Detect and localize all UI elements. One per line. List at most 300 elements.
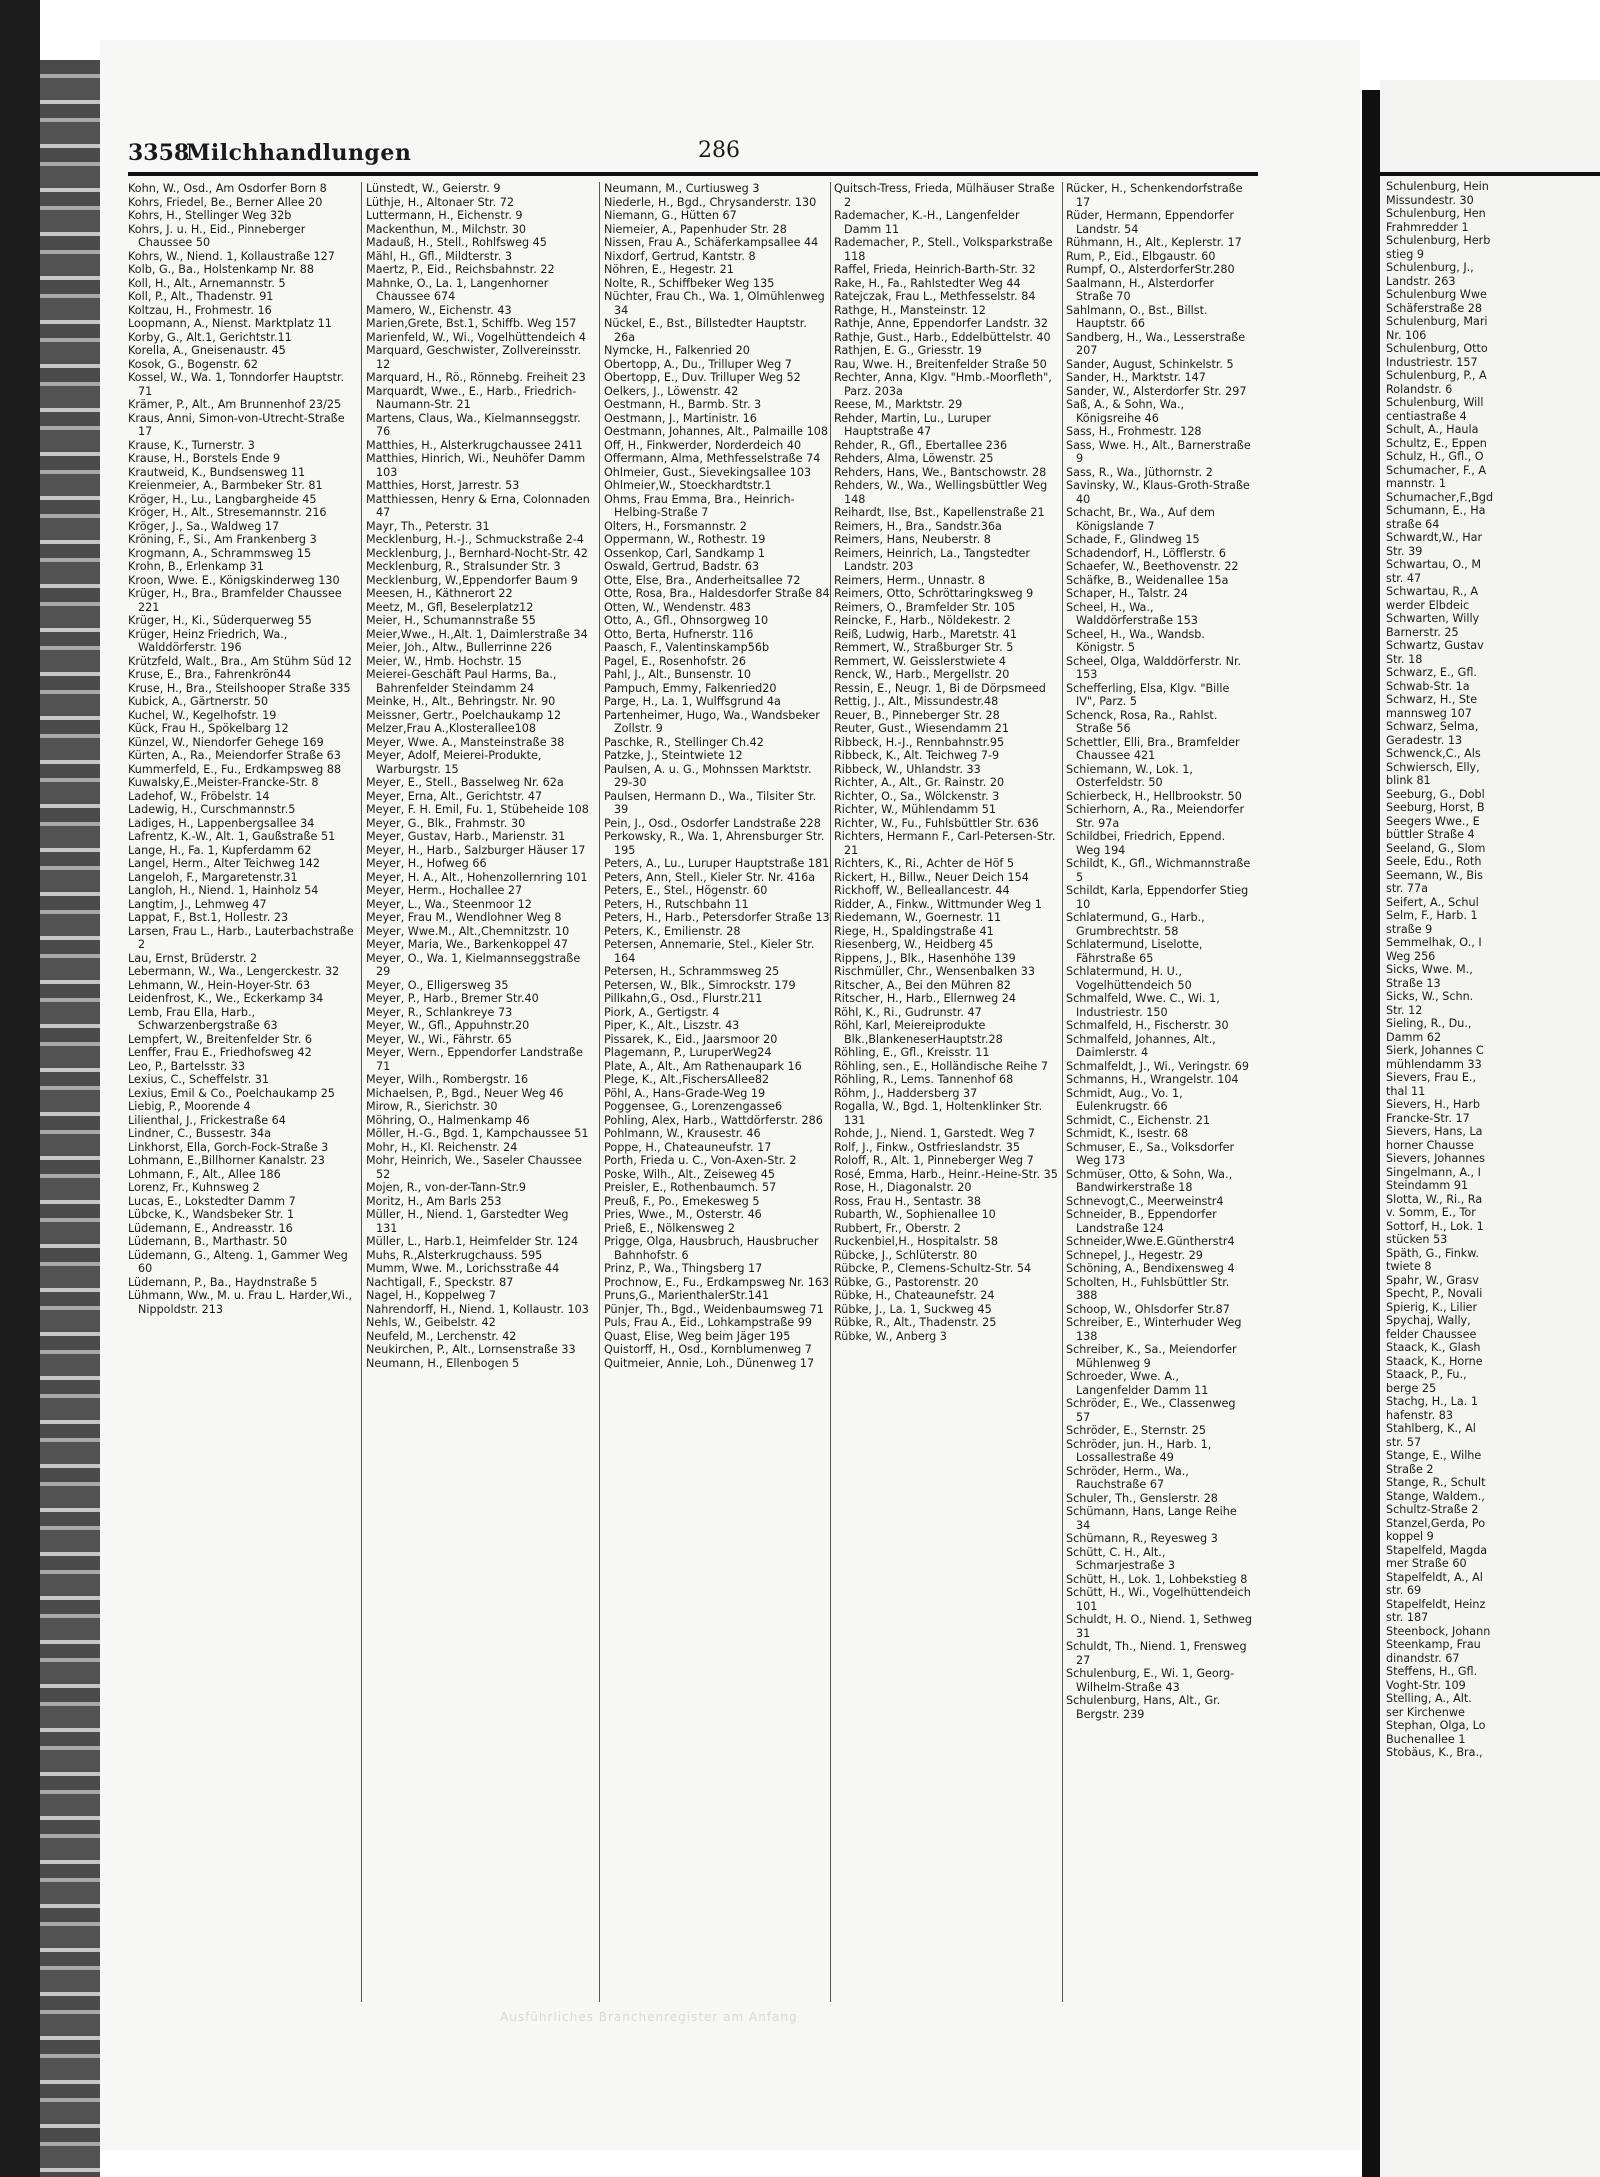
directory-entry: Lucas, E., Lokstedter Damm 7	[128, 1194, 296, 1208]
facing-page-entry: stieg 9	[1386, 247, 1424, 261]
directory-entry: Pöhl, A., Hans-Grade-Weg 19	[604, 1086, 766, 1100]
directory-entry: Ritscher, H., Harb., Ellernweg 24	[834, 992, 1017, 1005]
facing-page-entry: Stanzel,Gerda, Po	[1386, 1516, 1486, 1530]
directory-entry: Rolf, J., Finkw., Ostfrieslandstr. 35	[834, 1140, 1020, 1154]
facing-page-entry: twiete 8	[1386, 1260, 1432, 1273]
directory-entry: Mirow, R., Sierichstr. 30	[366, 1100, 498, 1113]
directory-entry: Kröger, H., Lu., Langbargheide 45	[128, 492, 317, 506]
directory-entry: Prochnow, E., Fu., Erdkampsweg Nr. 163	[604, 1275, 830, 1289]
directory-entry: Reuer, B., Pinneberger Str. 28	[834, 708, 1000, 722]
directory-entry: Rübke, R., Alt., Thadenstr. 25	[834, 1316, 997, 1329]
facing-page-entry: Schwiersch, Elly,	[1386, 760, 1480, 774]
facing-page-entry: Seeburg, Horst, B	[1386, 801, 1485, 814]
directory-entry: Offermann, Alma, Methfesselstraße 74	[604, 452, 821, 465]
directory-entry: Kohrs, W., Niend. 1, Kollaustraße 127	[128, 249, 335, 263]
directory-entry: Schildbei, Friedrich, Eppend. Weg 194	[1066, 830, 1226, 857]
facing-page-entry: hafenstr. 83	[1386, 1408, 1453, 1422]
directory-entry: Kohrs, H., Stellinger Weg 32b	[128, 209, 292, 222]
directory-entry: Ladewig, H., Curschmannstr.5	[128, 803, 296, 816]
directory-entry: Piork, A., Gertigstr. 4	[604, 1005, 720, 1019]
directory-entry: Röhl, K., Ri., Gudrunstr. 47	[834, 1005, 982, 1019]
directory-entry: Savinsky, W., Klaus-Groth-Straße 40	[1066, 479, 1250, 506]
directory-entry: Schmalfeldt, J., Wi., Veringstr. 69	[1066, 1059, 1249, 1073]
directory-entry: Krogmann, A., Schrammsweg 15	[128, 546, 312, 560]
directory-entry: Krüger, H., Bra., Bramfelder Chaussee 221	[128, 587, 342, 614]
directory-entry: Piper, K., Alt., Liszstr. 43	[604, 1019, 740, 1032]
facing-page-entry: Schumacher, F., A	[1386, 463, 1486, 477]
directory-entry: Lüthje, H., Altonaer Str. 72	[366, 195, 514, 209]
directory-entry: Peters, H., Harb., Petersdorfer Straße 13	[604, 911, 830, 924]
directory-entry: Michaelsen, P., Bgd., Neuer Weg 46	[366, 1086, 564, 1100]
directory-entry: Perkowsky, R., Wa. 1, Ahrensburger Str. 195	[604, 830, 825, 857]
directory-entry: Lexius, Emil & Co., Poelchaukamp 25	[128, 1086, 335, 1100]
directory-entry: Schmidt, K., Isestr. 68	[1066, 1127, 1189, 1140]
facing-page-entry: Straße 2	[1386, 1462, 1434, 1476]
directory-entry: Kohrs, J. u. H., Eid., Pinneberger Chaussee 50	[128, 222, 306, 249]
directory-entry: Schmuser, E., Sa., Volksdorfer Weg 173	[1066, 1140, 1235, 1167]
directory-entry: Kröning, F., Si., Am Frankenberg 3	[128, 533, 317, 546]
folio-number: 286	[698, 138, 740, 163]
facing-page-entry: Schulenburg Wwe	[1386, 288, 1487, 301]
directory-entry: Preisler, E., Rothenbaumch. 57	[604, 1181, 777, 1194]
directory-entry: Nüchter, Frau Ch., Wa. 1, Olmühlenweg 34	[604, 290, 825, 317]
directory-entry: Rübke, W., Anberg 3	[834, 1329, 947, 1343]
directory-entry: Meyer, L., Wa., Steenmoor 12	[366, 897, 532, 911]
directory-entry: Otte, Else, Bra., Anderheitsallee 72	[604, 573, 801, 587]
directory-entry: Rehders, W., Wa., Wellingsbüttler Weg 148	[834, 479, 1048, 506]
directory-entry: Rathje, Anne, Eppendorfer Landstr. 32	[834, 317, 1048, 330]
directory-entry: Mumm, Wwe. M., Lorichsstraße 44	[366, 1262, 560, 1275]
directory-entry: Reuter, Gust., Wiesendamm 21	[834, 722, 1010, 735]
directory-entry: Krautweid, K., Bundsensweg 11	[128, 465, 306, 479]
directory-entry: Paasch, F., Valentinskamp56b	[604, 641, 770, 654]
directory-entry: Kossel, W., Wa. 1, Tonndorfer Hauptstr. 71	[128, 371, 345, 398]
directory-entry: Kosok, G., Bogenstr. 62	[128, 357, 258, 371]
directory-entry: Ribbeck, W., Uhlandstr. 33	[834, 762, 981, 776]
directory-entry: Nachtigall, F., Speckstr. 87	[366, 1275, 514, 1289]
facing-page-entry: Damm 62	[1386, 1030, 1442, 1044]
directory-entry: Meier, W., Hmb. Hochstr. 15	[366, 654, 522, 668]
directory-entry: Schuldt, Th., Niend. 1, Frensweg 27	[1066, 1640, 1247, 1667]
directory-entry: Mecklenburg, J., Bernhard-Nocht-Str. 42	[366, 546, 588, 560]
facing-page-entry: centiastraße 4	[1386, 409, 1467, 423]
directory-entry: Lorenz, Fr., Kuhnsweg 2	[128, 1181, 260, 1194]
directory-entry: Oppermann, W., Rothestr. 19	[604, 533, 766, 546]
directory-entry: Rau, Wwe. H., Breitenfelder Straße 50	[834, 357, 1047, 371]
directory-entry: Schneider,Wwe.E.Güntherstr4	[1066, 1235, 1235, 1248]
facing-page-entry: Stobäus, K., Bra.,	[1386, 1746, 1483, 1759]
directory-entry: Obertopp, A., Du., Trilluper Weg 7	[604, 357, 792, 371]
directory-entry: Kraus, Anni, Simon-von-Utrecht-Straße 17	[128, 411, 345, 438]
facing-page-entry: Stange, E., Wilhe	[1386, 1449, 1482, 1462]
directory-entry: Rademacher, P., Stell., Volksparkstraße 118	[834, 236, 1053, 263]
directory-entry: Korby, G., Alt.1, Gerichtstr.11	[128, 330, 292, 344]
directory-entry: Langel, Herm., Alter Teichweg 142	[128, 857, 321, 870]
column-divider	[361, 182, 362, 2002]
directory-entry: Lübcke, K., Wandsbeker Str. 1	[128, 1208, 295, 1221]
directory-entry: Neumann, M., Curtiusweg 3	[604, 182, 760, 195]
page-header	[128, 140, 1253, 170]
directory-entry: Lau, Ernst, Brüderstr. 2	[128, 951, 258, 965]
directory-entry: Sander, August, Schinkelstr. 5	[1066, 357, 1234, 371]
directory-entry: Matthies, Horst, Jarrestr. 53	[366, 479, 520, 492]
facing-page-entry: Schwartau, R., A	[1386, 585, 1479, 598]
directory-entry: Paulsen, Hermann D., Wa., Tilsiter Str. 39	[604, 789, 817, 816]
directory-entry: Kück, Frau H., Spökelbarg 12	[128, 722, 289, 735]
directory-entry: Röhling, R., Lems. Tannenhof 68	[834, 1073, 1014, 1086]
directory-entry: Meyer, H., Hofweg 66	[366, 857, 487, 870]
facing-page-entry: Str. 12	[1386, 1003, 1423, 1017]
directory-entry: Pruns,G., MarienthalerStr.141	[604, 1289, 770, 1302]
directory-entry: Langloh, H., Niend. 1, Hainholz 54	[128, 884, 319, 897]
directory-entry: Schöning, A., Bendixensweg 4	[1066, 1262, 1235, 1275]
directory-entry: Schnepel, J., Hegestr. 29	[1066, 1248, 1203, 1262]
facing-page-entry: Schwardt,W., Har	[1386, 531, 1483, 544]
directory-entry: Meier,Wwe., H.,Alt. 1, Daimlerstraße 34	[366, 627, 588, 641]
facing-page-entry: Schult, A., Haula	[1386, 423, 1479, 436]
directory-entry: Kröger, J., Sa., Waldweg 17	[128, 519, 280, 533]
directory-entry: Schmanns, H., Wrangelstr. 104	[1066, 1073, 1239, 1086]
section-title: Milchhandlungen	[186, 140, 412, 166]
directory-entry: Langtim, J., Lehmweg 47	[128, 897, 267, 911]
directory-entry: Poske, Wilh., Alt., Zeiseweg 45	[604, 1167, 775, 1181]
directory-entry: Schlatermund, Liselotte, Fährstraße 65	[1066, 938, 1203, 965]
directory-entry: Schmüser, Otto, & Sohn, Wa., Bandwirkerstraße 18	[1066, 1167, 1233, 1194]
directory-entry: Niederle, H., Bgd., Chrysanderstr. 130	[604, 195, 817, 209]
directory-entry: Kohn, W., Osd., Am Osdorfer Born 8	[128, 182, 327, 195]
directory-entry: Meyer, Frau M., Wendlohner Weg 8	[366, 911, 562, 924]
directory-entry: Petersen, Annemarie, Stel., Kieler Str. 164	[604, 938, 815, 965]
directory-entry: Schoop, W., Ohlsdorfer Str.87	[1066, 1302, 1230, 1316]
directory-entry: Lüdemann, P., Ba., Haydnstraße 5	[128, 1275, 318, 1289]
facing-page-entry: ser Kirchenwe	[1386, 1705, 1465, 1719]
directory-entry: Schierhorn, A., Ra., Meiendorfer Str. 97a	[1066, 803, 1245, 830]
facing-page-entry: straße 64	[1386, 517, 1440, 531]
facing-page-entry: Seele, Edu., Roth	[1386, 855, 1482, 868]
directory-entry: Reimers, O., Bramfelder Str. 105	[834, 600, 1016, 614]
facing-page-entry: Semmelhak, O., I	[1386, 936, 1482, 949]
directory-entry: Rechter, Anna, Klgv. "Hmb.-Moorfleth", Parz. 203a	[834, 371, 1052, 398]
directory-entry: Reincke, F., Harb., Nöldekestr. 2	[834, 614, 1011, 627]
directory-entry: Richter, A., Alt., Gr. Rainstr. 20	[834, 776, 1005, 789]
directory-entry: Prigge, Olga, Hausbruch, Hausbrucher Bahnhofstr. 6	[604, 1235, 819, 1262]
facing-page-entry: Steindamm 91	[1386, 1179, 1469, 1192]
facing-page-entry: blink 81	[1386, 774, 1431, 787]
directory-entry: Möhring, O., Halmenkamp 46	[366, 1113, 530, 1127]
facing-page-entry: Barnerstr. 25	[1386, 625, 1459, 639]
directory-entry: Schmidt, Aug., Vo. 1, Eulenkrugstr. 66	[1066, 1086, 1183, 1113]
directory-entry: Korella, A., Gneisenaustr. 45	[128, 344, 286, 357]
facing-page-entry: Nr. 106	[1386, 328, 1427, 342]
directory-entry: Pahl, J., Alt., Bunsenstr. 10	[604, 668, 751, 681]
directory-entry: Meyer, Wilh., Rombergstr. 16	[366, 1073, 529, 1086]
facing-page-entry: werder Elbdeic	[1386, 598, 1470, 612]
directory-entry: Kuwalsky,E.,Meister-Francke-Str. 8	[128, 776, 319, 789]
facing-page-entry: Rolandstr. 6	[1386, 382, 1453, 396]
facing-page-entry: mannstr. 1	[1386, 477, 1446, 490]
directory-entry: Paschke, R., Stellinger Ch.42	[604, 735, 764, 749]
directory-column-2	[366, 182, 592, 2002]
directory-entry: Scheel, Olga, Walddörferstr. Nr. 153	[1066, 654, 1242, 681]
directory-column-5	[1066, 182, 1252, 2002]
directory-entry: Nöhren, E., Hegestr. 21	[604, 263, 734, 276]
facing-page-entry: stücken 53	[1386, 1233, 1448, 1246]
directory-entry: Oestmann, H., Barmb. Str. 3	[604, 398, 762, 411]
page-stack-edge	[40, 60, 100, 2177]
directory-entry: Müller, L., Harb.1, Heimfelder Str. 124	[366, 1235, 579, 1248]
directory-entry: Plege, K., Alt.,FischersAllee82	[604, 1073, 770, 1086]
directory-entry: Rosé, Emma, Harb., Heinr.-Heine-Str. 35	[834, 1167, 1058, 1181]
directory-entry: Schiemann, W., Lok. 1, Osterfeldstr. 50	[1066, 762, 1193, 789]
directory-entry: Schenck, Rosa, Ra., Rahlst. Straße 56	[1066, 708, 1218, 735]
directory-entry: Otto, A., Gfl., Ohnsorgweg 10	[604, 614, 769, 627]
directory-entry: Loopmann, A., Nienst. Marktplatz 11	[128, 317, 332, 330]
facing-page-entry: Stange, R., Schult	[1386, 1476, 1486, 1489]
directory-entry: Koll, H., Alt., Arnemannstr. 5	[128, 276, 286, 290]
directory-entry: Lange, H., Fa. 1, Kupferdamm 62	[128, 843, 312, 857]
directory-entry: Schröder, E., Sternstr. 25	[1066, 1424, 1206, 1437]
directory-entry: Kruse, E., Bra., Fahrenkrön44	[128, 668, 292, 681]
facing-page-entry: büttler Straße 4	[1386, 828, 1475, 841]
directory-entry: Schröder, Herm., Wa., Rauchstraße 67	[1066, 1464, 1189, 1491]
facing-page-entry: Schulenburg, Herb	[1386, 234, 1491, 247]
directory-entry: Schneider, B., Eppendorfer Landstraße 124	[1066, 1208, 1217, 1235]
directory-entry: Meyer, Wern., Eppendorfer Landstraße 71	[366, 1046, 583, 1073]
directory-entry: Remmert, W., Straßburger Str. 5	[834, 641, 1014, 654]
directory-entry: Pampuch, Emmy, Falkenried20	[604, 681, 777, 695]
directory-entry: Schacht, Br., Wa., Auf dem Königslande 7	[1066, 506, 1215, 533]
directory-entry: Meetz, M., Gfl, Beselerplatz12	[366, 600, 534, 614]
directory-entry: Meyer, W., Wi., Fährstr. 65	[366, 1032, 512, 1046]
directory-entry: Krüger, Heinz Friedrich, Wa., Walddörferstr. 196	[128, 627, 288, 654]
directory-entry: Sass, Wwe. H., Alt., Barnerstraße 9	[1066, 438, 1251, 465]
page-number: 3358	[128, 140, 190, 166]
directory-entry: Meyer, Wwe.M., Alt.,Chemnitzstr. 10	[366, 924, 570, 938]
directory-entry: Richters, Hermann F., Carl-Petersen-Str. 21	[834, 830, 1056, 857]
directory-entry: Rademacher, K.-H., Langenfelder Damm 11	[834, 209, 1020, 236]
directory-entry: Paulsen, A. u. G., Mohnssen Marktstr. 29-30	[604, 762, 812, 789]
directory-entry: Moritz, H., Am Barls 253	[366, 1194, 502, 1208]
directory-entry: Petersen, H., Schrammsweg 25	[604, 965, 780, 978]
directory-entry: Pissarek, K., Eid., Jaarsmoor 20	[604, 1032, 778, 1046]
facing-page-entry: str. 57	[1386, 1435, 1422, 1449]
directory-entry: Roloff, R., Alt. 1, Pinneberger Weg 7	[834, 1154, 1034, 1167]
directory-entry: Meyer, G., Blk., Frahmstr. 30	[366, 816, 526, 830]
directory-entry: Kreienmeier, A., Barmbeker Str. 81	[128, 479, 323, 492]
directory-entry: Lappat, F., Bst.1, Hollestr. 23	[128, 911, 289, 924]
directory-entry: Petersen, W., Blk., Simrockstr. 179	[604, 978, 796, 992]
directory-entry: Reimers, Hans, Neuberstr. 8	[834, 533, 991, 546]
directory-entry: Meyer, Gustav, Harb., Marienstr. 31	[366, 830, 566, 843]
directory-entry: Otten, W., Wendenstr. 483	[604, 600, 751, 614]
facing-page-entry: felder Chaussee	[1386, 1327, 1477, 1341]
directory-entry: Schreiber, K., Sa., Meiendorfer Mühlenweg 9	[1066, 1343, 1237, 1370]
directory-entry: Krüger, H., Ki., Süderquerweg 55	[128, 614, 312, 627]
facing-page-entry: Buchenallee 1	[1386, 1732, 1466, 1746]
directory-entry: Schnevogt,C., Meerweinstr4	[1066, 1194, 1224, 1208]
directory-entry: Schütt, C. H., Alt., Schmarjestraße 3	[1066, 1545, 1175, 1572]
directory-entry: Niemann, G., Hütten 67	[604, 209, 737, 222]
directory-entry: Ritscher, A., Bei den Mühren 82	[834, 978, 1011, 992]
facing-page-entry: Sievers, Hans, La	[1386, 1125, 1483, 1138]
facing-page-entry: str. 77a	[1386, 882, 1428, 895]
facing-page-entry: berge 25	[1386, 1381, 1437, 1395]
directory-entry: Kruse, H., Bra., Steilshooper Straße 335	[128, 681, 351, 695]
directory-entry: Lünstedt, W., Geierstr. 9	[366, 182, 501, 195]
directory-entry: Meyer, O., Wa. 1, Kielmannseggstraße 29	[366, 951, 581, 978]
facing-page-entry: Voght-Str. 109	[1386, 1678, 1466, 1692]
facing-page-entry: Schulenburg, Mari	[1386, 315, 1488, 328]
directory-entry: Scheel, H., Wa., Walddörferstraße 153	[1066, 600, 1198, 627]
book-binding	[1362, 90, 1380, 2177]
directory-entry: Rubbert, Fr., Oberstr. 2	[834, 1221, 961, 1235]
directory-entry: Rathjen, E. G., Griesstr. 19	[834, 344, 982, 357]
directory-entry: Rathje, Gust., Harb., Eddelbüttelstr. 40	[834, 330, 1051, 344]
facing-page-entry: Sicks, W., Schn.	[1386, 990, 1474, 1003]
directory-entry: Rübke, H., Chateaunefstr. 24	[834, 1289, 995, 1302]
directory-entry: Krause, H., Borstels Ende 9	[128, 452, 281, 465]
directory-entry: Schmalfeld, Wwe. C., Wi. 1, Industriestr. 150	[1066, 992, 1220, 1019]
facing-page-entry: Seeburg, G., Dobl	[1386, 787, 1485, 801]
directory-entry: Meyer, H. A., Alt., Hohenzollernring 101	[366, 870, 588, 884]
directory-entry: Schreiber, E., Winterhuder Weg 138	[1066, 1316, 1242, 1343]
directory-entry: Meyer, O., Elligersweg 35	[366, 978, 509, 992]
directory-entry: Schulenburg, Hans, Alt., Gr. Bergstr. 239	[1066, 1694, 1221, 1721]
directory-entry: Lohmann, F., Alt., Allee 186	[128, 1167, 281, 1181]
facing-page-entry: Selm, F., Harb. 1	[1386, 909, 1478, 922]
directory-entry: Obertopp, E., Duv. Trilluper Weg 52	[604, 371, 801, 384]
directory-entry: Ross, Frau H., Sentastr. 38	[834, 1194, 981, 1208]
header-rule	[128, 172, 1258, 176]
directory-entry: Porth, Frieda u. C., Von-Axen-Str. 2	[604, 1154, 797, 1167]
directory-entry: Marien,Grete, Bst.1, Schiffb. Weg 157	[366, 317, 577, 330]
directory-entry: Nixdorf, Gertrud, Kantstr. 8	[604, 249, 756, 263]
directory-entry: Nymcke, H., Falkenried 20	[604, 344, 750, 357]
directory-entry: Rickert, H., Billw., Neuer Deich 154	[834, 870, 1029, 884]
directory-entry: Kolb, G., Ba., Holstenkamp Nr. 88	[128, 263, 315, 276]
facing-page-entry: Schulenburg, Otto	[1386, 342, 1488, 355]
directory-entry: Pohlmann, W., Krausestr. 46	[604, 1127, 761, 1140]
directory-entry: Lebermann, W., Wa., Lengerckestr. 32	[128, 965, 340, 978]
directory-entry: Prieß, E., Nölkensweg 2	[604, 1221, 736, 1235]
directory-entry: Rogalla, W., Bgd. 1, Holtenklinker Str. 131	[834, 1100, 1043, 1127]
directory-entry: Peters, E., Stel., Högenstr. 60	[604, 884, 768, 897]
directory-entry: Rumpf, O., AlsterdorferStr.280	[1066, 263, 1235, 276]
directory-entry: Rübke, J., La. 1, Suckweg 45	[834, 1302, 992, 1316]
column-divider	[599, 182, 600, 2002]
directory-entry: Rehder, R., Gfl., Ebertallee 236	[834, 438, 1008, 452]
facing-page-entry: Sieling, R., Du.,	[1386, 1017, 1472, 1030]
directory-entry: Schröder, jun. H., Harb. 1, Lossallestraße 49	[1066, 1437, 1212, 1464]
facing-page-entry: Schulenburg, Hein	[1386, 180, 1489, 193]
directory-entry: Olters, H., Forsmannstr. 2	[604, 519, 747, 533]
facing-page-entry: Industriestr. 157	[1386, 355, 1478, 369]
facing-page-entry: Schwarz, H., Ste	[1386, 693, 1478, 706]
facing-page-entry: Schäferstraße 28	[1386, 301, 1483, 315]
directory-entry: Madauß, H., Stell., Rohlfsweg 45	[366, 236, 547, 249]
facing-page-column	[1386, 180, 1600, 1760]
directory-entry: Schütt, H., Wi., Vogelhüttendeich 101	[1066, 1586, 1251, 1613]
directory-entry: Meier, Joh., Altw., Bullerrinne 226	[366, 641, 553, 654]
directory-entry: Rübcke, J., Schlüterstr. 80	[834, 1248, 978, 1262]
directory-entry: Meyer, Herm., Hochallee 27	[366, 884, 523, 897]
directory-entry: Riesenberg, W., Heidberg 45	[834, 938, 994, 951]
directory-entry: Kroon, Wwe. E., Königskinderweg 130	[128, 573, 340, 587]
directory-entry: Lüdemann, G., Alteng. 1, Gammer Weg 60	[128, 1248, 348, 1275]
directory-entry: Schlatermund, G., Harb., Grumbrechtstr. 58	[1066, 911, 1205, 938]
facing-page-entry: Francke-Str. 17	[1386, 1111, 1470, 1125]
directory-entry: Krämer, P., Alt., Am Brunnenhof 23/25	[128, 398, 342, 411]
directory-entry: Reimers, Herm., Unnastr. 8	[834, 573, 986, 587]
facing-page-entry: str. 69	[1386, 1584, 1422, 1597]
directory-entry: Richters, K., Ri., Achter de Höf 5	[834, 857, 1015, 870]
directory-entry: Rickhoff, W., Belleallancestr. 44	[834, 884, 1010, 897]
directory-entry: Ohlmeier,W., Stoeckhardtstr.1	[604, 479, 772, 492]
directory-entry: Meissner, Gertr., Poelchaukamp 12	[366, 708, 562, 722]
directory-entry: Nehls, W., Geibelstr. 42	[366, 1316, 496, 1329]
directory-entry: Lenffer, Frau E., Friedhofsweg 42	[128, 1046, 312, 1059]
directory-entry: Kohrs, Friedel, Be., Berner Allee 20	[128, 195, 323, 209]
directory-entry: Schmidt, C., Eichenstr. 21	[1066, 1113, 1210, 1127]
facing-page-entry: Steffens, H., Gfl.	[1386, 1665, 1478, 1678]
directory-entry: Kubick, A., Gärtnerstr. 50	[128, 695, 269, 708]
directory-entry: Schuldt, H. O., Niend. 1, Sethweg 31	[1066, 1613, 1252, 1640]
directory-entry: Schmalfeld, Johannes, Alt., Daimlerstr. 4	[1066, 1032, 1216, 1059]
directory-entry: Lafrentz, K.-W., Alt. 1, Gaußstraße 51	[128, 830, 336, 843]
directory-entry: Rüder, Hermann, Eppendorfer Landstr. 54	[1066, 209, 1235, 236]
directory-entry: Meyer, H., Harb., Salzburger Häuser 17	[366, 843, 586, 857]
directory-entry: Saalmann, H., Alsterdorfer Straße 70	[1066, 276, 1215, 303]
directory-entry: Off, H., Finkwerder, Norderdeich 40	[604, 438, 802, 452]
directory-entry: Schümann, R., Reyesweg 3	[1066, 1532, 1218, 1545]
directory-entry: Matthiessen, Henry & Erna, Colonnaden 47	[366, 492, 590, 519]
directory-entry: Pohling, Alex, Harb., Wattdörferstr. 286	[604, 1113, 823, 1127]
directory-entry: Lehmann, W., Hein-Hoyer-Str. 63	[128, 978, 311, 992]
directory-entry: Ohlmeier, Gust., Sievekingsallee 103	[604, 465, 812, 479]
directory-entry: Quitmeier, Annie, Loh., Dünenweg 17	[604, 1356, 815, 1370]
directory-entry: Lühmann, Ww., M. u. Frau L. Harder,Wi., Nippoldstr. 213	[128, 1289, 352, 1316]
directory-entry: Koltzau, H., Frohmestr. 16	[128, 303, 272, 317]
facing-page-entry: v. Somm, E., Tor	[1386, 1206, 1476, 1219]
directory-entry: Meyer, E., Stell., Basselweg Nr. 62a	[366, 776, 564, 789]
directory-entry: Rehder, Martin, Lu., Luruper Hauptstraße 47	[834, 411, 991, 438]
directory-entry: Lemb, Frau Ella, Harb., Schwarzenbergstraße 63	[128, 1005, 278, 1032]
directory-entry: Luttermann, H., Eichenstr. 9	[366, 209, 523, 222]
directory-entry: Meesen, H., Käthnerort 22	[366, 587, 513, 600]
directory-entry: Sass, R., Wa., Jüthornstr. 2	[1066, 465, 1213, 479]
directory-entry: Schümann, Hans, Lange Reihe 34	[1066, 1505, 1237, 1532]
directory-entry: Nissen, Frau A., Schäferkampsallee 44	[604, 236, 819, 249]
directory-entry: Rohde, J., Niend. 1, Garstedt. Weg 7	[834, 1127, 1036, 1140]
facing-page-entry: Staack, K., Horne	[1386, 1354, 1483, 1368]
facing-page-entry: Stahlberg, K., Al	[1386, 1422, 1476, 1435]
directory-entry: Sahlmann, O., Bst., Billst. Hauptstr. 66	[1066, 303, 1208, 330]
directory-entry: Langeloh, F., Margaretenstr.31	[128, 870, 298, 884]
directory-entry: Mojen, R., von-der-Tann-Str.9	[366, 1181, 526, 1194]
directory-entry: Schmalfeld, H., Fischerstr. 30	[1066, 1019, 1229, 1032]
directory-entry: Schaper, H., Talstr. 24	[1066, 587, 1188, 600]
facing-page-entry: Seeland, G., Slom	[1386, 841, 1486, 855]
directory-entry: Reihardt, Ilse, Bst., Kapellenstraße 21	[834, 506, 1045, 519]
directory-entry: Patzke, J., Steintwiete 12	[604, 749, 743, 762]
directory-entry: Prinz, P., Wa., Thingsberg 17	[604, 1262, 763, 1275]
directory-entry: Meyer, P., Harb., Bremer Str.40	[366, 992, 539, 1005]
directory-entry: Röhl, Karl, Meiereiprodukte Blk.,BlankeneserHauptstr.28	[834, 1019, 1003, 1046]
facing-page-entry: Schwartau, O., M	[1386, 558, 1482, 571]
directory-entry: Marienfeld, W., Wi., Vogelhüttendeich 4	[366, 330, 587, 344]
directory-entry: Krützfeld, Walt., Bra., Am Stühm Süd 12	[128, 654, 352, 668]
facing-page-entry: str. 187	[1386, 1611, 1429, 1624]
